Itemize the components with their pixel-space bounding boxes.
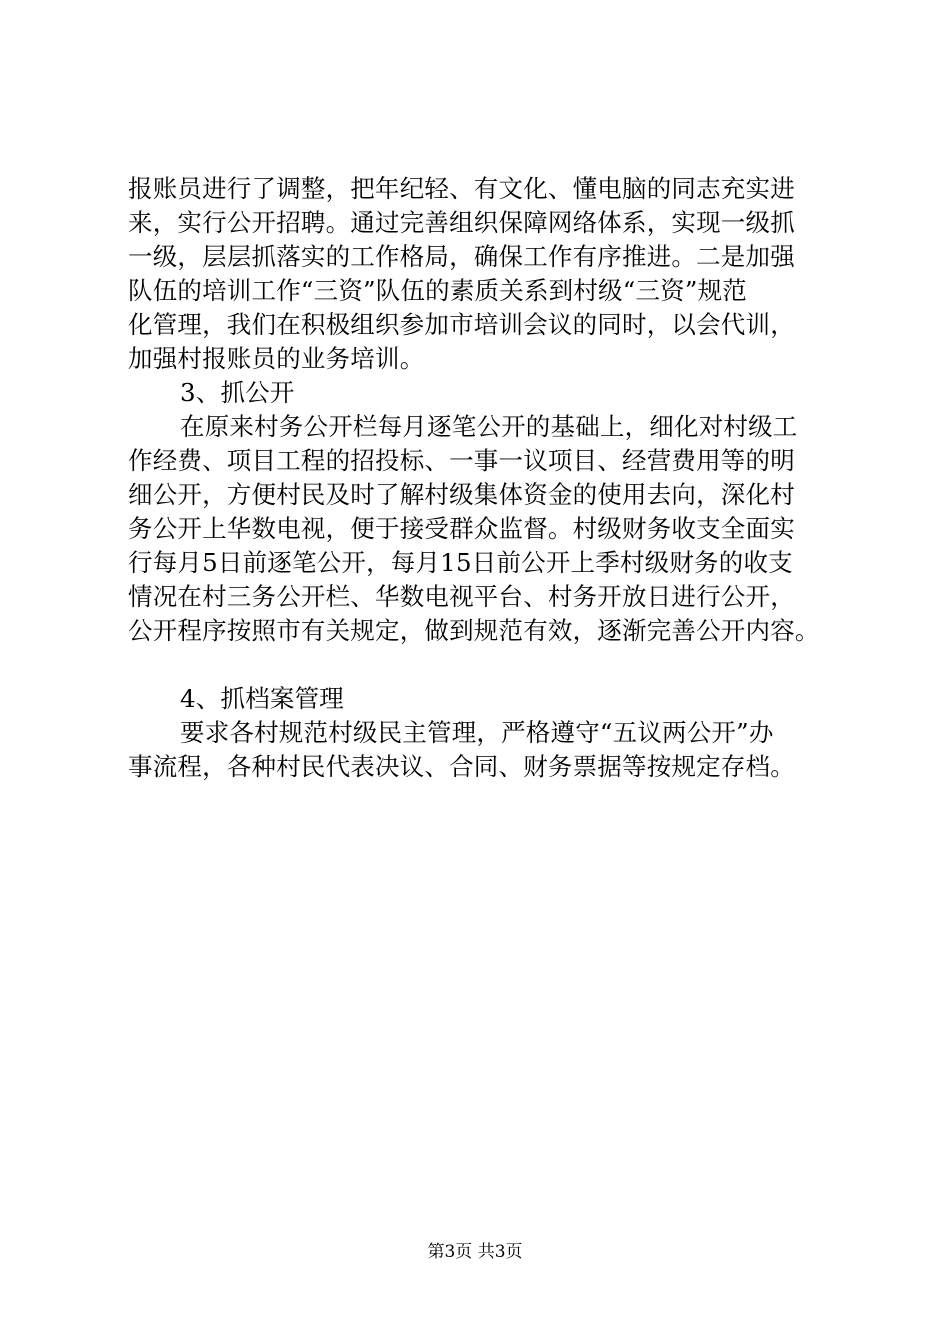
body-line: 在原来村务公开栏每月逐笔公开的基础上，细化对村级工 (180, 412, 798, 441)
body-line: 细公开，方便村民及时了解村级集体资金的使用去向，深化村 (128, 480, 795, 509)
page-number-label: 第3页 共3页 (427, 1242, 523, 1262)
body-line: 化管理，我们在积极组织参加市培训会议的同时，以会代训， (128, 310, 795, 339)
paragraph-gap (128, 648, 856, 682)
section-heading-3: 3、抓公开 (180, 378, 295, 407)
body-line: 作经费、项目工程的招投标、一事一议项目、经营费用等的明 (128, 446, 795, 475)
body-line: 情况在村三务公开栏、华数电视平台、村务开放日进行公开， (128, 582, 795, 611)
body-line: 来，实行公开招聘。通过完善组织保障网络体系，实现一级抓 (128, 208, 795, 237)
body-line: 加强村报账员的业务培训。 (128, 344, 425, 373)
body-line: 事流程，各种村民代表决议、合同、财务票据等按规定存档。 (128, 752, 795, 781)
body-line: 报账员进行了调整，把年纪轻、有文化、懂电脑的同志充实进 (128, 174, 795, 203)
document-body (128, 172, 856, 784)
body-line: 队伍的培训工作“三资”队伍的素质关系到村级“三资”规范 (128, 276, 747, 305)
section-heading-4: 4、抓档案管理 (180, 684, 344, 713)
body-line: 要求各村规范村级民主管理，严格遵守“五议两公开”办 (180, 718, 774, 747)
body-line: 一级，层层抓落实的工作格局，确保工作有序推进。二是加强 (128, 242, 795, 271)
body-line: 公开程序按照市有关规定，做到规范有效，逐渐完善公开内容。 (128, 616, 820, 645)
body-line: 行每月5日前逐笔公开，每月15日前公开上季村级财务的收支 (128, 548, 793, 577)
body-line: 务公开上华数电视，便于接受群众监督。村级财务收支全面实 (128, 514, 795, 543)
page-footer (0, 1240, 950, 1264)
